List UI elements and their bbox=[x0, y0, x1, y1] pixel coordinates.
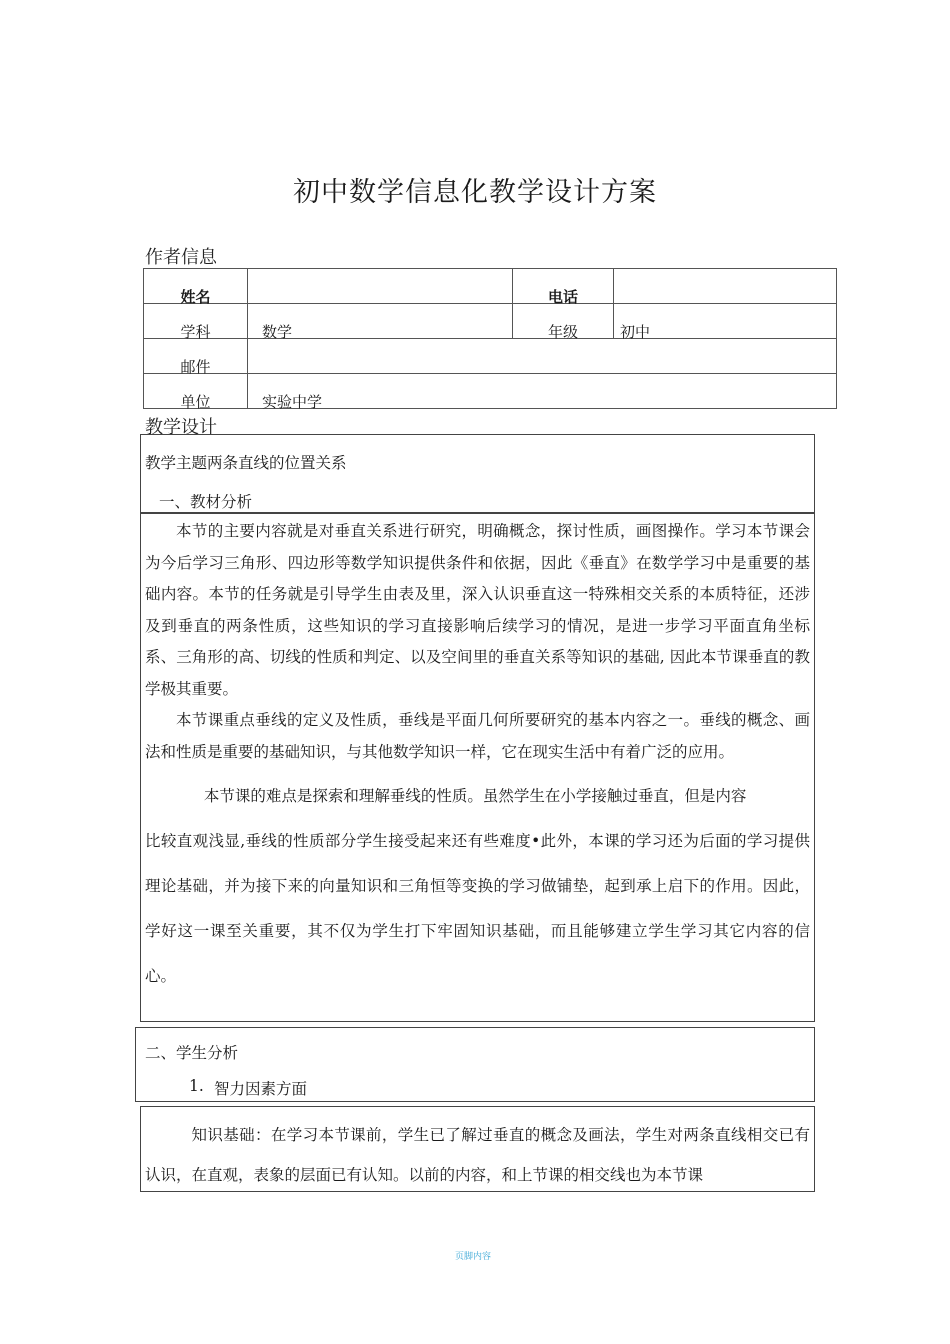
phone-value bbox=[614, 269, 837, 304]
teaching-design-label: 教学设计 bbox=[145, 417, 217, 438]
topic-box bbox=[140, 434, 815, 514]
section-heading-textbook: 一、教材分析 bbox=[159, 493, 253, 511]
author-info-label: 作者信息 bbox=[145, 247, 217, 268]
knowledge-basis-box bbox=[140, 1106, 815, 1192]
paragraph: 本节的主要内容就是对垂直关系进行研究，明确概念，探讨性质，画图操作。学习本节课会为今后学习三角形、四边形等数学知识提供条件和依据，因此《垂直》在数学学习中是重要的基础内容。本节的任务就是引导学生由表及里，深入认识垂直这一特殊相交关系的本质特征，还涉及到垂直的两条性质，这些知识的学习直接影响后续学习的情况，是进一步学习平面直角坐标系、三角形的高、切线的性质和判定、以及空间里的垂直关系等知识的基础, 因此本节课垂直的教学极其重要。 bbox=[145, 522, 810, 698]
subheading-intellectual: 智力因素方面 bbox=[214, 1080, 308, 1098]
grade-label: 年级 bbox=[513, 304, 614, 339]
subject-value: 数学 bbox=[248, 304, 513, 339]
unit-label: 单位 bbox=[144, 374, 248, 409]
paragraph: 本节课的难点是探索和理解垂线的性质。虽然学生在小学接触过垂直，但是内容 bbox=[203, 787, 747, 805]
paragraph: 比较直观浅显,垂线的性质部分学生接受起来还有些难度•此外，本课的学习还为后面的学习提供理论基础，并为接下来的向量知识和三角恒等变换的学习做铺垫，起到承上启下的作用。因此，学好这一课至关重要，其不仅为学生打下牢固知识基础，而且能够建立学生学习其它内容的信心。 bbox=[145, 832, 810, 985]
grade-value: 初中 bbox=[614, 304, 837, 339]
name-label: 姓名 bbox=[144, 269, 248, 304]
name-value bbox=[248, 269, 513, 304]
teaching-topic: 教学主题两条直线的位置关系 bbox=[145, 454, 347, 472]
student-analysis-box bbox=[135, 1027, 815, 1102]
table-row bbox=[144, 304, 837, 339]
unit-value: 实验中学 bbox=[248, 374, 837, 409]
author-info-table bbox=[143, 268, 837, 409]
analysis-content bbox=[145, 516, 810, 999]
page-title: 初中数学信息化教学设计方案 bbox=[293, 177, 657, 208]
table-row bbox=[144, 339, 837, 374]
email-label: 邮件 bbox=[144, 339, 248, 374]
phone-label: 电话 bbox=[513, 269, 614, 304]
knowledge-content bbox=[145, 1115, 810, 1195]
section-heading-students: 二、学生分析 bbox=[145, 1044, 239, 1062]
paragraph: 本节课重点垂线的定义及性质，垂线是平面几何所要研究的基本内容之一。垂线的概念、画法和性质是重要的基础知识，与其他数学知识一样，它在现实生活中有着广泛的应用。 bbox=[145, 711, 810, 761]
subject-label: 学科 bbox=[144, 304, 248, 339]
table-row bbox=[144, 374, 837, 409]
subheading-number: 1. bbox=[189, 1077, 204, 1095]
footer-text: 页脚内容 bbox=[455, 1252, 492, 1262]
paragraph: 知识基础：在学习本节课前，学生已了解过垂直的概念及画法，学生对两条直线相交已有认识，在直观，表象的层面已有认知。以前的内容，和上节课的相交线也为本节课 bbox=[145, 1126, 810, 1184]
email-value bbox=[248, 339, 837, 374]
textbook-analysis-box bbox=[140, 512, 815, 1022]
table-row bbox=[144, 269, 837, 304]
